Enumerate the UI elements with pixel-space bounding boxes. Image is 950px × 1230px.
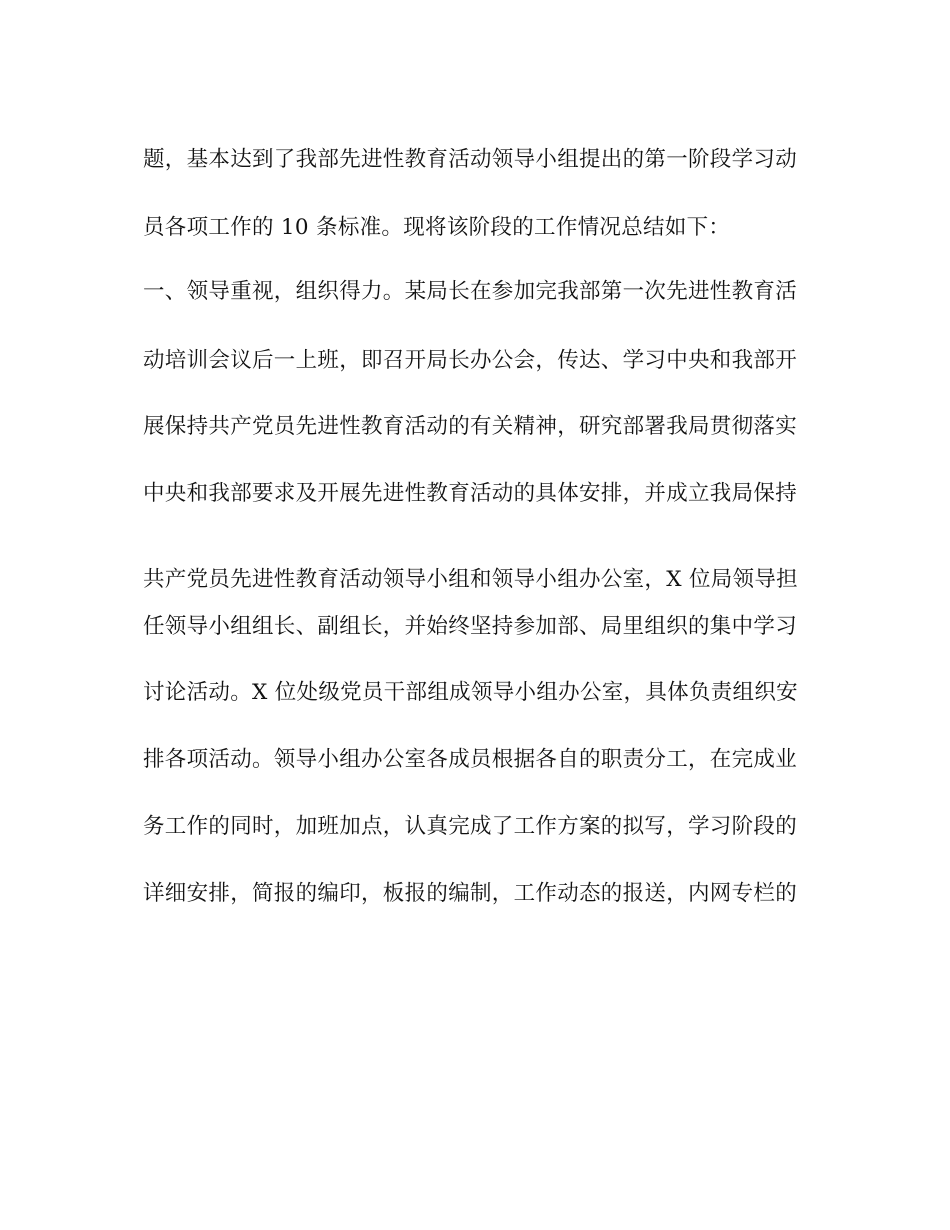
text-line-1: 题，基本达到了我部先进性教育活动领导小组提出的第一阶段学习动	[143, 147, 798, 172]
text-line-6: 中央和我部要求及开展先进性教育活动的具体安排，并成立我局保持	[143, 481, 798, 506]
text-line-10: 排各项活动。领导小组办公室各成员根据各自的职责分工，在完成业	[143, 747, 798, 772]
text-line-11: 务工作的同时，加班加点，认真完成了工作方案的拟写，学习阶段的	[143, 814, 798, 839]
text-line-5: 展保持共产党员先进性教育活动的有关精神，研究部署我局贯彻落实	[143, 414, 798, 439]
text-line-8: 任领导小组组长、副组长，并始终坚持参加部、局里组织的集中学习	[143, 614, 798, 639]
text-line-4: 动培训会议后一上班，即召开局长办公会，传达、学习中央和我部开	[143, 348, 798, 373]
text-line-7: 共产党员先进性教育活动领导小组和领导小组办公室，X 位局领导担	[143, 567, 798, 592]
text-line-12: 详细安排，简报的编印，板报的编制，工作动态的报送，内网专栏的	[143, 881, 798, 906]
text-line-3: 一、领导重视，组织得力。某局长在参加完我部第一次先进性教育活	[143, 279, 798, 304]
text-line-9: 讨论活动。X 位处级党员干部组成领导小组办公室，具体负责组织安	[143, 680, 798, 705]
text-line-2: 员各项工作的 10 条标准。现将该阶段的工作情况总结如下：	[143, 215, 731, 240]
